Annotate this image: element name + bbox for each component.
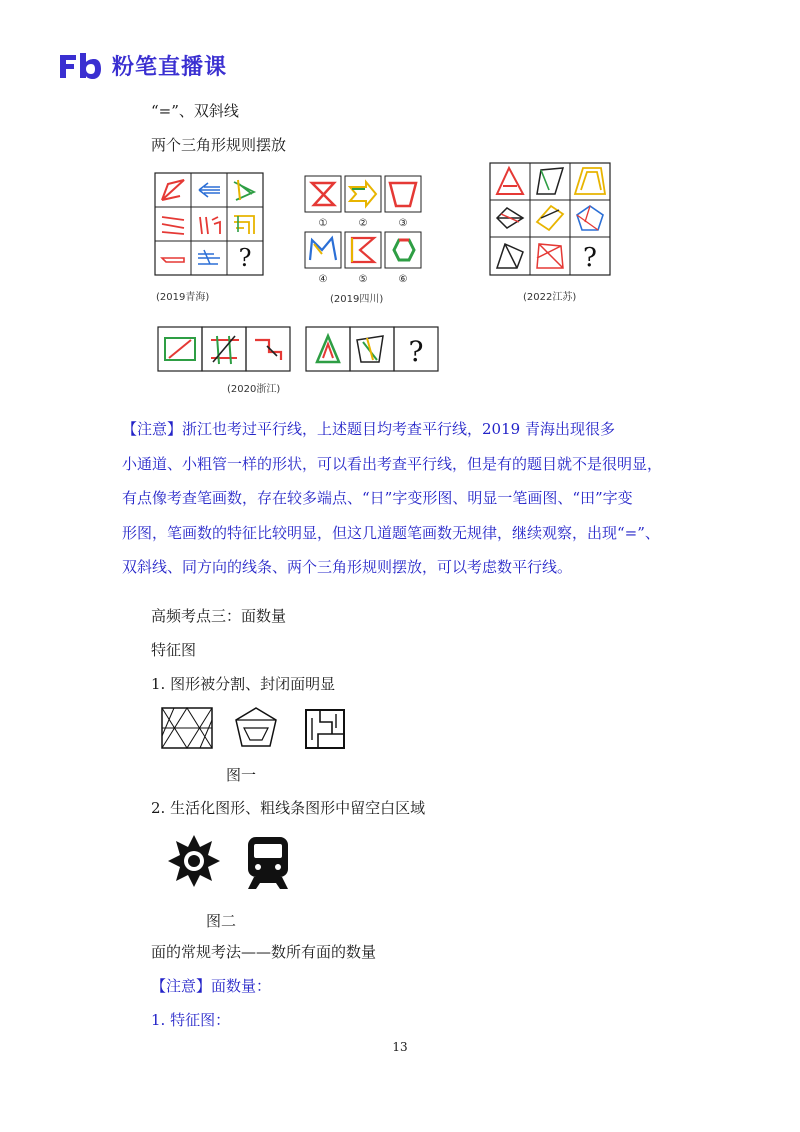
figure-1-caption: 图一 (226, 766, 257, 784)
figure-2-caption: 图二 (206, 912, 237, 930)
note-line-5: 双斜线、同方向的线条、两个三角形规则摆放，可以考虑数平行线。 (122, 558, 573, 576)
note-line-1: 【注意】浙江也考过平行线，上述题目均考查平行线，2019 青海出现很多 (122, 420, 615, 438)
brand-name: 粉笔直播课 (112, 55, 228, 80)
section-subtitle: 特征图 (151, 641, 197, 659)
jiangsu-grid-figure (489, 162, 611, 276)
life-icons-figure (166, 833, 296, 893)
note-line-3: 有点像考查笔画数，存在较多端点、“日”字变形图、明显一笔画图、“田”字变 (122, 489, 633, 507)
partitioned-shapes-figure (160, 706, 360, 752)
zhejiang-sequence-figure (157, 326, 441, 374)
note-line-2: 小通道、小粗管一样的形状，可以看出考查平行线，但是有的题目就不是很明显， (122, 454, 663, 473)
page-number: 13 (392, 1040, 408, 1054)
brand-header (58, 50, 227, 81)
svg-text:?: ? (583, 243, 597, 273)
figure-sichuan (302, 174, 424, 305)
section-item-2: 2. 生活化图形、粗线条图形中留空白区域 (151, 799, 426, 817)
sun-icon (168, 835, 220, 887)
note-item-1: 1. 特征图： (151, 1011, 231, 1029)
sichuan-options-figure (302, 174, 424, 286)
svg-text:③: ③ (398, 218, 408, 229)
svg-text:①: ① (318, 218, 328, 229)
caption-jiangsu: (2022江苏) (523, 292, 577, 303)
note-title: 【注意】面数量： (151, 977, 272, 995)
method-line: 面的常规考法——数所有面的数量 (151, 943, 377, 961)
svg-text:?: ? (408, 335, 424, 368)
svg-text:?: ? (238, 244, 252, 272)
caption-sichuan: (2019四川) (330, 294, 384, 305)
svg-text:⑥: ⑥ (398, 274, 408, 285)
figure-qinghai (154, 172, 264, 303)
figure-jiangsu (489, 162, 611, 303)
text-line-2: 两个三角形规则摆放 (151, 136, 287, 154)
figure-1-shapes (160, 706, 360, 752)
svg-text:④: ④ (318, 274, 328, 285)
caption-zhejiang: (2020浙江) (227, 384, 281, 395)
note-line-4: 形图，笔画数的特征比较明显，但这几道题笔画数无规律，继续观察，出现“=”、 (122, 523, 660, 542)
text-line-1: “=”、双斜线 (151, 102, 239, 120)
note-paragraph (122, 412, 692, 585)
qinghai-grid-figure (154, 172, 264, 276)
train-icon (248, 837, 288, 889)
figure-2-icons (166, 833, 296, 893)
svg-text:②: ② (358, 218, 368, 229)
section-item-1: 1. 图形被分割、封闭面明显 (151, 675, 336, 693)
figure-zhejiang (157, 326, 441, 395)
caption-qinghai: (2019青海) (156, 292, 210, 303)
svg-text:⑤: ⑤ (358, 274, 368, 285)
section-title: 高频考点三：面数量 (151, 607, 287, 625)
fenbi-logo-icon (58, 51, 102, 81)
